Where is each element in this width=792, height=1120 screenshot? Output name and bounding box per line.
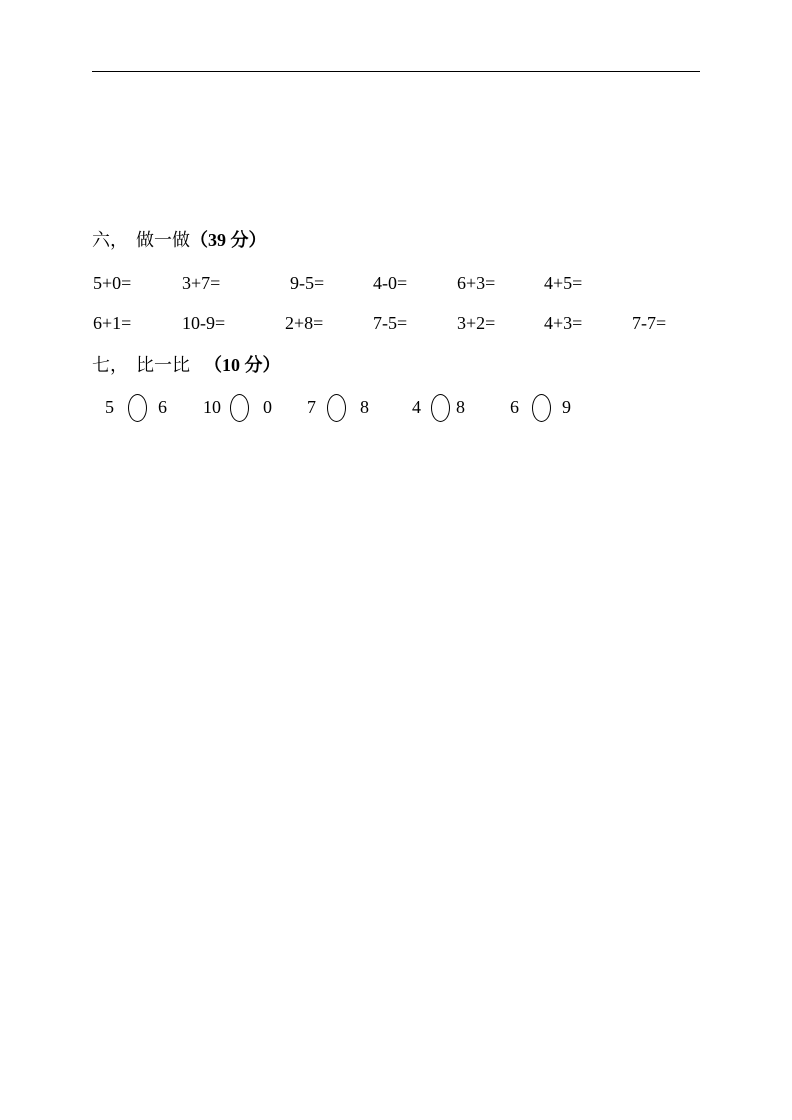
- compare-left-number: 5: [105, 397, 114, 417]
- compare-answer-oval[interactable]: [327, 394, 346, 422]
- equation: 3+2=: [457, 313, 496, 333]
- section-6-heading: [92, 229, 267, 251]
- equation: 7-5=: [373, 313, 408, 333]
- equation: 4-0=: [373, 273, 408, 293]
- equation: 9-5=: [290, 273, 325, 293]
- compare-answer-oval[interactable]: [532, 394, 551, 422]
- compare-answer-oval[interactable]: [431, 394, 450, 422]
- section-7-points: （10 分）: [204, 355, 281, 375]
- compare-right-number: 6: [158, 397, 167, 417]
- compare-right-number: 8: [456, 397, 465, 417]
- equation: 3+7=: [182, 273, 221, 293]
- header-rule: [92, 71, 700, 72]
- compare-right-number: 0: [263, 397, 272, 417]
- equation: 4+5=: [544, 273, 583, 293]
- compare-answer-oval[interactable]: [128, 394, 147, 422]
- equation: 6+1=: [93, 313, 132, 333]
- section-6-number: 六，: [92, 230, 128, 250]
- equation: 10-9=: [182, 313, 226, 333]
- equation: 4+3=: [544, 313, 583, 333]
- equation: 5+0=: [93, 273, 132, 293]
- section-6-points: （39 分）: [190, 230, 267, 250]
- compare-left-number: 10: [203, 397, 221, 417]
- compare-right-number: 8: [360, 397, 369, 417]
- equation: 7-7=: [632, 313, 667, 333]
- compare-right-number: 9: [562, 397, 571, 417]
- section-7-heading: [92, 354, 281, 376]
- compare-answer-oval[interactable]: [230, 394, 249, 422]
- section-7-title: 比一比: [136, 355, 190, 375]
- compare-left-number: 6: [510, 397, 519, 417]
- section-6-title: 做一做: [136, 230, 190, 250]
- compare-left-number: 4: [412, 397, 421, 417]
- compare-left-number: 7: [307, 397, 316, 417]
- section-7-number: 七，: [92, 355, 128, 375]
- equation: 6+3=: [457, 273, 496, 293]
- equation: 2+8=: [285, 313, 324, 333]
